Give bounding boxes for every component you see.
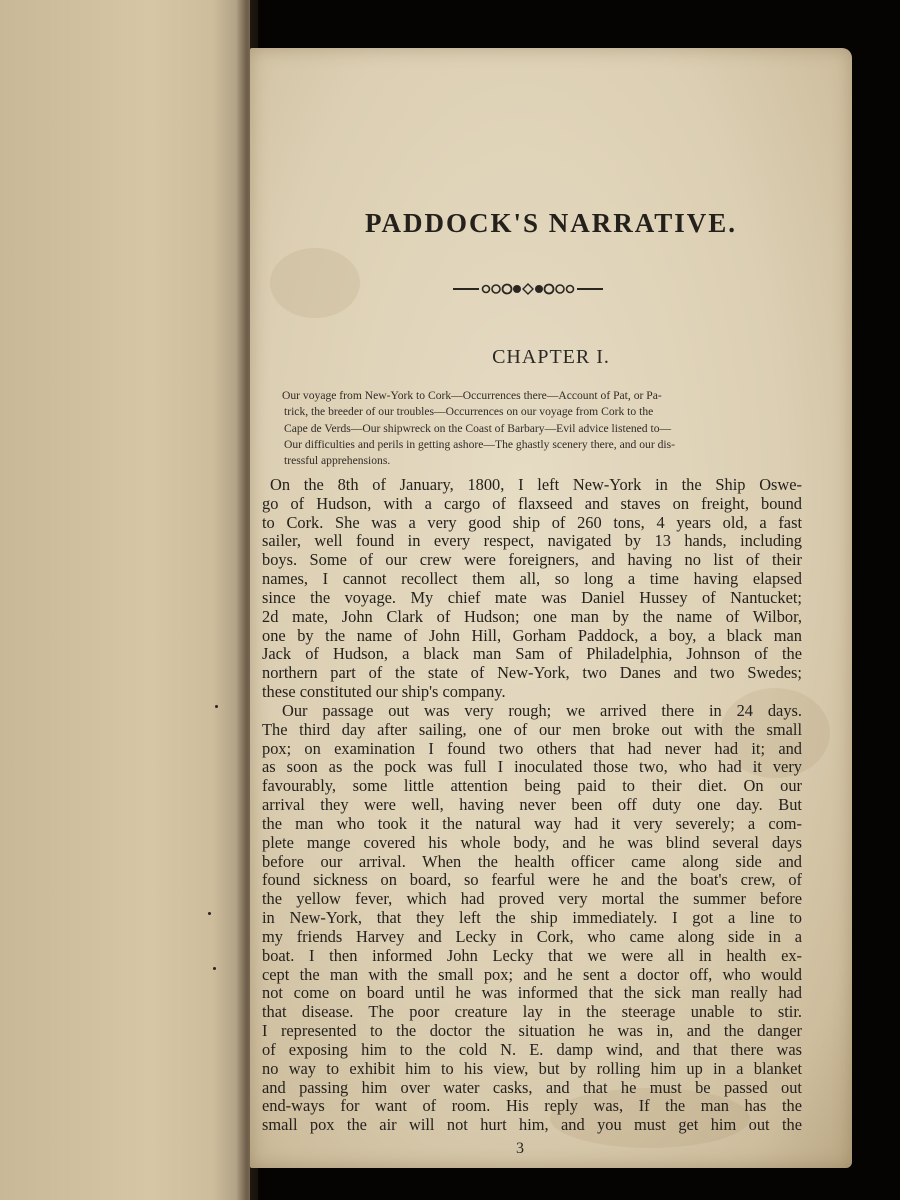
page-number: 3 xyxy=(516,1140,524,1157)
book-page xyxy=(250,48,852,1168)
paper-speck xyxy=(208,912,211,915)
text-line: cept the man with the small pox; and he sent a doctor off, who would xyxy=(262,964,802,984)
text-line: Our passage out was very rough; we arrived there in 24 days. xyxy=(282,700,802,720)
text-line: boys. Some of our crew were foreigners, and having no list of their xyxy=(262,550,802,570)
synopsis-line: Our difficulties and perils in getting ashore—The ghastly scenery there, and our dis- xyxy=(284,437,675,451)
text-line: before our arrival. When the health officer came along side and xyxy=(262,851,802,871)
text-line: favourably, some little attention being paid to their diet. On our xyxy=(262,776,802,796)
text-line: these constituted our ship's company. xyxy=(262,682,506,702)
text-line: northern part of the state of New-York, two Danes and two Swedes; xyxy=(262,663,802,683)
text-line: not come on board until he was informed that the sick man really had xyxy=(262,983,802,1003)
text-line: On the 8th of January, 1800, I left New-York in the Ship Oswe- xyxy=(270,475,802,494)
text-line: one by the name of John Hill, Gorham Paddock, a boy, a black man xyxy=(262,625,802,645)
synopsis-line: trick, the breeder of our troubles—Occurrences on our voyage from Cork to the xyxy=(284,405,654,419)
chapter-heading: CHAPTER I. xyxy=(492,346,610,368)
text-line: and passing him over water casks, and that he must be passed out xyxy=(262,1077,802,1097)
text-line: I represented to the doctor the situation he was in, and the danger xyxy=(262,1021,802,1041)
text-line: arrival they were well, having never been off duty one day. But xyxy=(262,795,802,815)
text-line: names, I cannot recollect them all, so long a time having elapsed xyxy=(262,569,802,589)
text-line: that disease. The poor creature lay in the steerage unable to stir. xyxy=(262,1002,802,1022)
text-line: The third day after sailing, one of our men broke out with the small xyxy=(262,719,802,739)
paper-speck xyxy=(213,967,216,970)
body-text xyxy=(262,476,802,1135)
facing-blank-page xyxy=(0,0,250,1200)
text-line: the man who took it the natural way had it very severely; a com- xyxy=(262,813,802,833)
text-line: 2d mate, John Clark of Hudson; one man by the name of Wilbor, xyxy=(262,606,802,626)
synopsis-line: tressful apprehensions. xyxy=(284,454,391,468)
paper-speck xyxy=(215,705,218,708)
synopsis-line: Our voyage from New-York to Cork—Occurrences there—Account of Pat, or Pa- xyxy=(282,389,662,402)
text-line: the yellow fever, which had proved very mortal the summer before xyxy=(262,889,802,909)
paper-stain xyxy=(270,248,360,318)
text-line: pox; on examination I found two others that had never had it; and xyxy=(262,738,802,758)
text-line: since the voyage. My chief mate was Daniel Hussey of Nantucket; xyxy=(262,587,802,607)
text-line: sailer, well found in every respect, navigated by 13 hands, including xyxy=(262,531,802,551)
text-line: go of Hudson, with a cargo of flaxseed and staves on freight, bound xyxy=(262,493,802,513)
decorative-rule-ornament xyxy=(453,281,603,297)
chapter-synopsis xyxy=(282,388,790,469)
text-line: no way to exhibit him to his view, but by rolling him up in a blanket xyxy=(262,1058,802,1078)
text-line: plete mange covered his whole body, and he was blind several days xyxy=(262,832,802,852)
text-line: in New-York, that they left the ship immediately. I got a line to xyxy=(262,908,802,928)
text-line: found sickness on board, so fearful were he and the boat's crew, of xyxy=(262,870,802,890)
synopsis-line: Cape de Verds—Our shipwreck on the Coast of Barbary—Evil advice listened to— xyxy=(284,421,672,435)
running-title: PADDOCK'S NARRATIVE. xyxy=(364,208,737,238)
text-line: my friends Harvey and Lecky in Cork, who came along side in a xyxy=(262,926,802,946)
text-line: to Cork. She was a very good ship of 260 tons, 4 years old, a fast xyxy=(262,512,802,532)
text-line: as soon as the pock was full I inoculated those two, who had it very xyxy=(262,757,802,777)
text-line: Jack of Hudson, a black man Sam of Philadelphia, Johnson of the xyxy=(262,644,802,664)
text-line: of exposing him to the cold N. E. damp wind, and that there was xyxy=(262,1039,802,1059)
text-line: boat. I then informed John Lecky that we were all in health ex- xyxy=(262,945,802,965)
text-line: end-ways for want of room. His reply was, If the man has the xyxy=(262,1096,802,1116)
text-line: small pox the air will not hurt him, and you must get him out the xyxy=(262,1115,802,1135)
